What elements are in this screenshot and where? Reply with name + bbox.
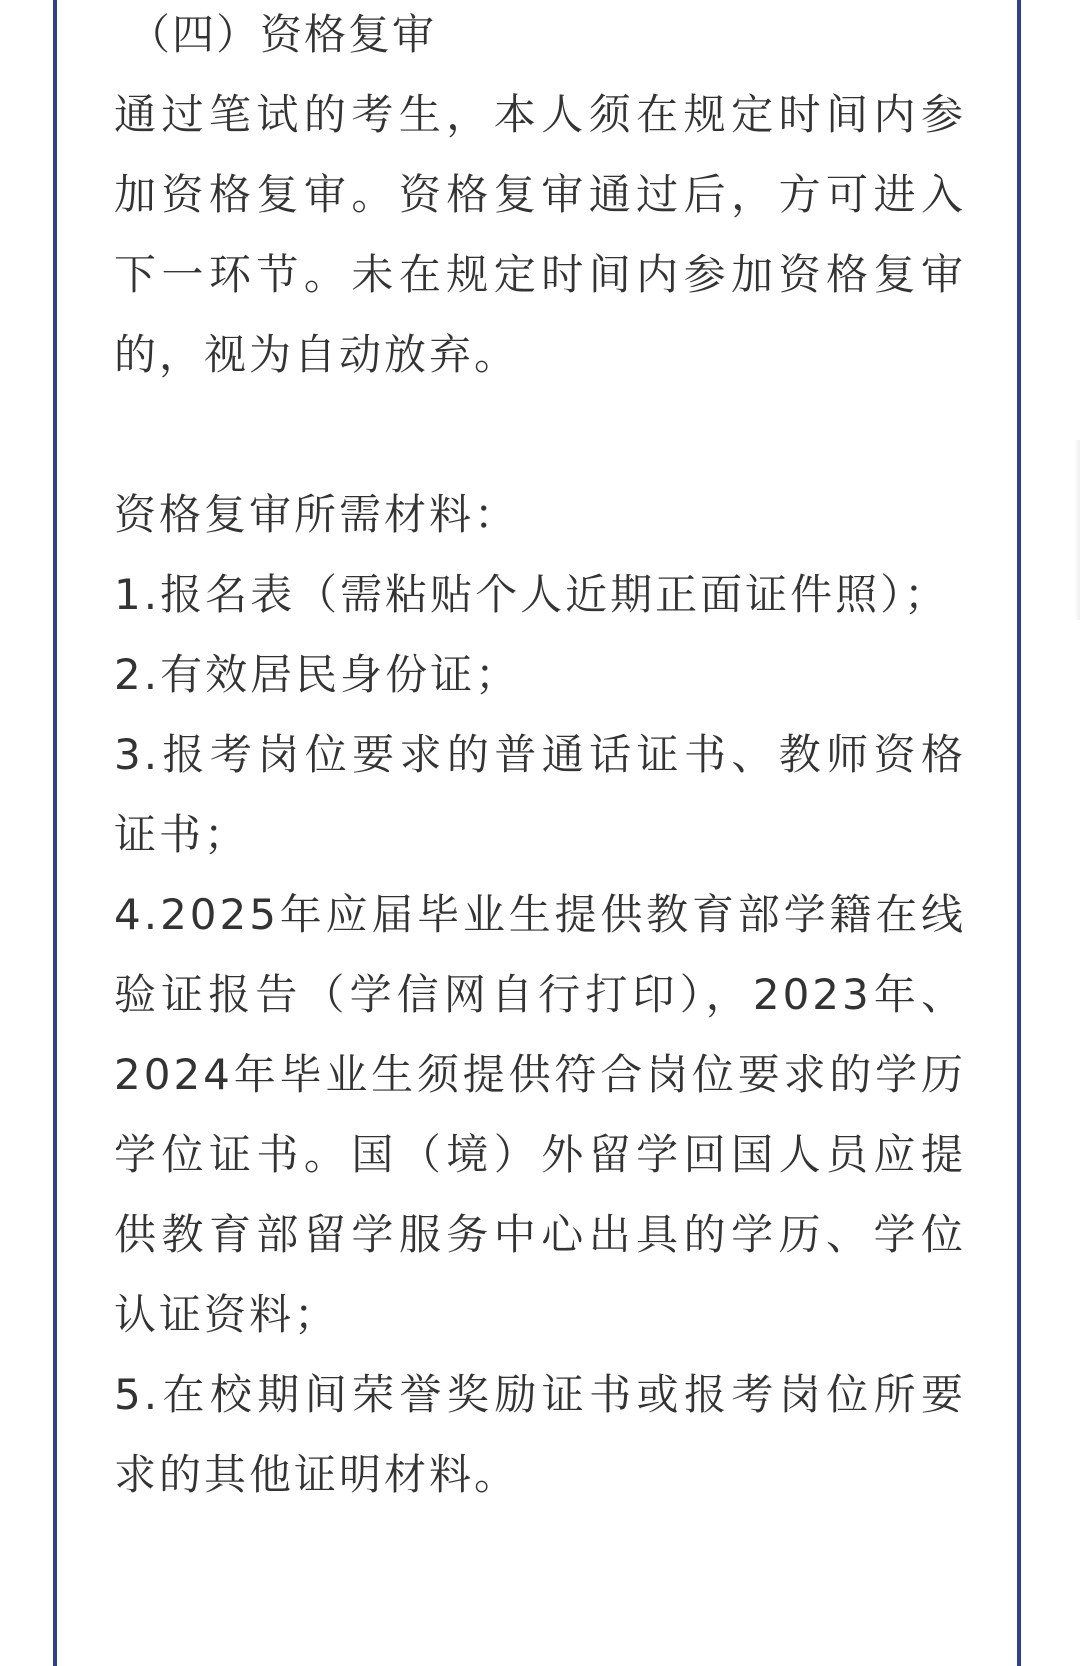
materials-title: 资格复审所需材料：	[114, 490, 520, 539]
intro-paragraph: 通过笔试的考生，本人须在规定时间内参加资格复审。资格复审通过后，方可进入下一环节。未在规定时间内参加资格复审的，视为自动放弃。	[114, 90, 966, 379]
article-content	[114, 0, 966, 1515]
material-item-5: 5.在校期间荣誉奖励证书或报考岗位所要求的其他证明材料。	[114, 1370, 966, 1499]
material-item-3: 3.报考岗位要求的普通话证书、教师资格证书；	[114, 730, 966, 859]
paragraph-spacer	[114, 395, 966, 475]
section-heading: （四）资格复审	[128, 10, 437, 59]
scrollbar-hint[interactable]	[1074, 440, 1080, 620]
material-item-2: 2.有效居民身份证；	[114, 650, 521, 699]
material-item-1: 1.报名表（需粘贴个人近期正面证件照）；	[114, 570, 950, 619]
material-item-4: 4.2025年应届毕业生提供教育部学籍在线验证报告（学信网自行打印），2023年、2024年毕业生须提供符合岗位要求的学历学位证书。国（境）外留学回国人员应提供教育部留学服务中心出具的学历、学位认证资料；	[114, 890, 966, 1339]
